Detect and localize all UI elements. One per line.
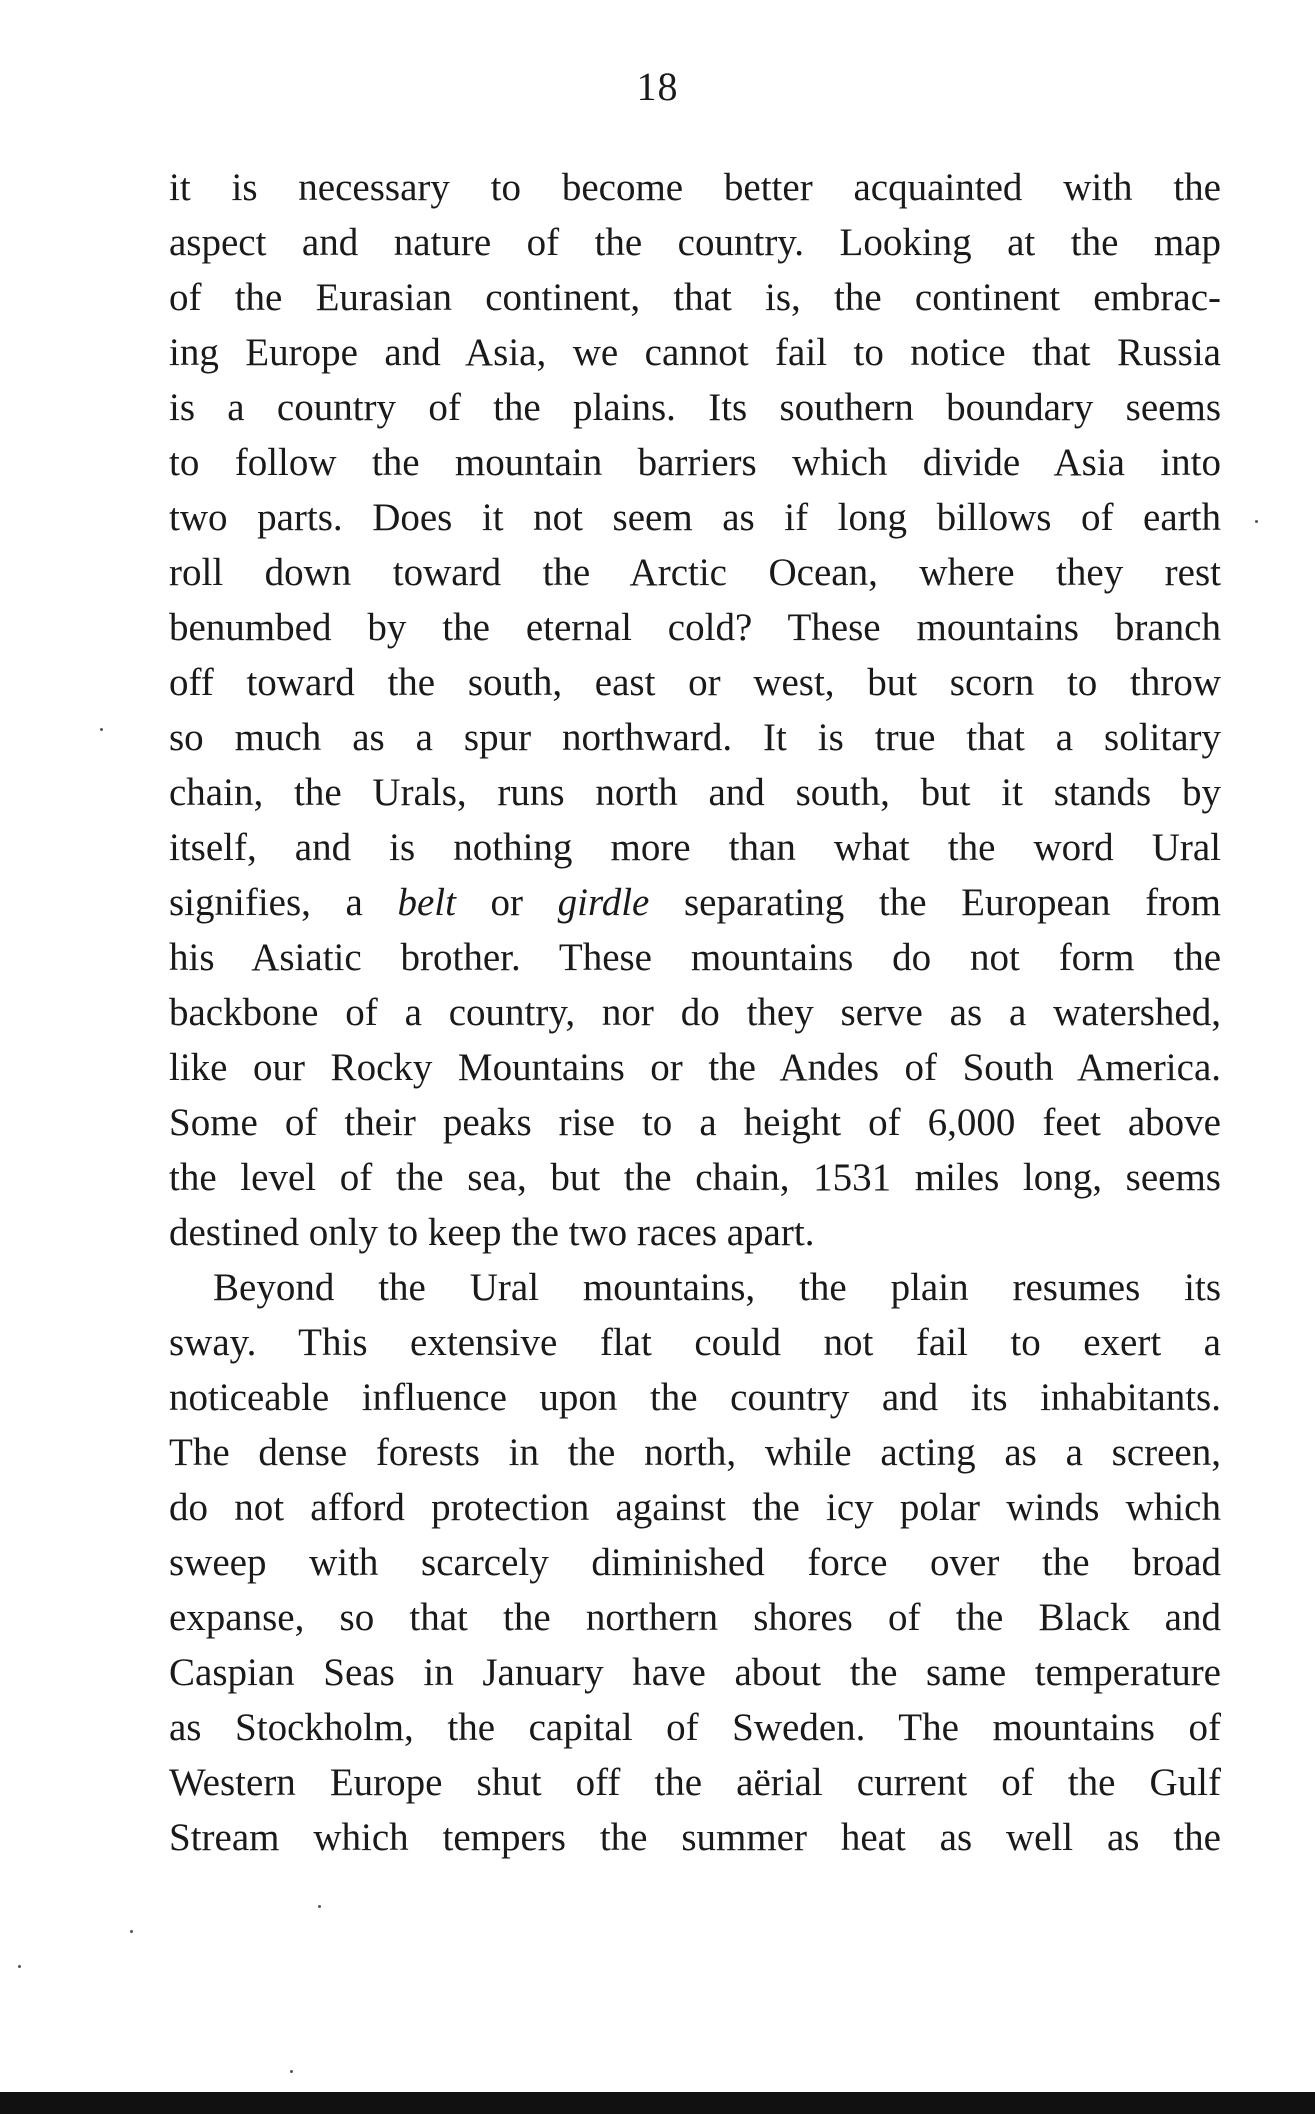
text-line: The dense forests in the north, while acting as a screen, bbox=[169, 1431, 1221, 1474]
text-line: do not afford protection against the icy polar winds which bbox=[169, 1486, 1221, 1529]
text-line: itself, and is nothing more than what the word Ural bbox=[169, 826, 1221, 869]
text-line: chain, the Urals, runs north and south, but it stands by bbox=[169, 771, 1221, 814]
text-line: the level of the sea, but the chain, 1531 miles long, seems bbox=[169, 1156, 1221, 1199]
text-line: so much as a spur northward. It is true that a solitary bbox=[169, 716, 1221, 759]
text-line: sway. This extensive flat could not fail to exert a bbox=[169, 1321, 1221, 1364]
text-line: off toward the south, east or west, but scorn to throw bbox=[169, 661, 1221, 704]
text-line: expanse, so that the northern shores of the Black and bbox=[169, 1596, 1221, 1639]
text-line: his Asiatic brother. These mountains do not form the bbox=[169, 936, 1221, 979]
text-line: Beyond the Ural mountains, the plain resumes its bbox=[213, 1266, 1221, 1309]
text-line: it is necessary to become better acquainted with the bbox=[169, 166, 1221, 209]
body-text bbox=[169, 160, 1221, 1865]
text-line: sweep with scarcely diminished force over the broad bbox=[169, 1541, 1221, 1584]
text-line: Caspian Seas in January have about the same temperature bbox=[169, 1651, 1221, 1694]
text-fragment: signifies, a bbox=[169, 881, 398, 924]
italic-term-girdle: girdle bbox=[557, 881, 650, 924]
text-line: ing Europe and Asia, we cannot fail to notice that Russia bbox=[169, 331, 1221, 374]
scan-speck bbox=[318, 1905, 321, 1908]
text-line: aspect and nature of the country. Looking at the map bbox=[169, 221, 1221, 264]
text-line: Some of their peaks rise to a height of 6,000 feet above bbox=[169, 1101, 1221, 1144]
text-line: roll down toward the Arctic Ocean, where they rest bbox=[169, 551, 1221, 594]
text-line: of the Eurasian continent, that is, the continent embrac- bbox=[169, 276, 1221, 319]
text-line: destined only to keep the two races apart. bbox=[169, 1211, 815, 1254]
text-line: benumbed by the eternal cold? These mountains branch bbox=[169, 606, 1221, 649]
text-line: is a country of the plains. Its southern boundary seems bbox=[169, 386, 1221, 429]
scan-bottom-edge bbox=[0, 2092, 1315, 2114]
text-line: like our Rocky Mountains or the Andes of South America. bbox=[169, 1046, 1221, 1089]
text-line: Western Europe shut off the aërial current of the Gulf bbox=[169, 1761, 1221, 1804]
italic-term-belt: belt bbox=[397, 881, 456, 924]
scan-speck bbox=[1255, 520, 1258, 523]
text-line: to follow the mountain barriers which divide Asia into bbox=[169, 441, 1221, 484]
text-line-with-italics bbox=[169, 875, 1221, 930]
text-line: as Stockholm, the capital of Sweden. The mountains of bbox=[169, 1706, 1221, 1749]
paragraph-2 bbox=[169, 1260, 1221, 1865]
text-fragment: separating the European from bbox=[649, 881, 1221, 924]
scan-speck bbox=[100, 728, 103, 731]
scan-speck bbox=[290, 2070, 293, 2073]
text-line: backbone of a country, nor do they serve as a watershed, bbox=[169, 991, 1221, 1034]
page-number: 18 bbox=[636, 64, 679, 109]
text-fragment: or bbox=[455, 881, 558, 924]
text-line: noticeable influence upon the country and its inhabitants. bbox=[169, 1376, 1221, 1419]
scan-speck bbox=[130, 1930, 133, 1933]
scan-speck bbox=[18, 1965, 21, 1968]
text-line: Stream which tempers the summer heat as well as the bbox=[169, 1816, 1221, 1859]
text-line: two parts. Does it not seem as if long billows of earth bbox=[169, 496, 1221, 539]
paragraph-1 bbox=[169, 160, 1221, 1260]
